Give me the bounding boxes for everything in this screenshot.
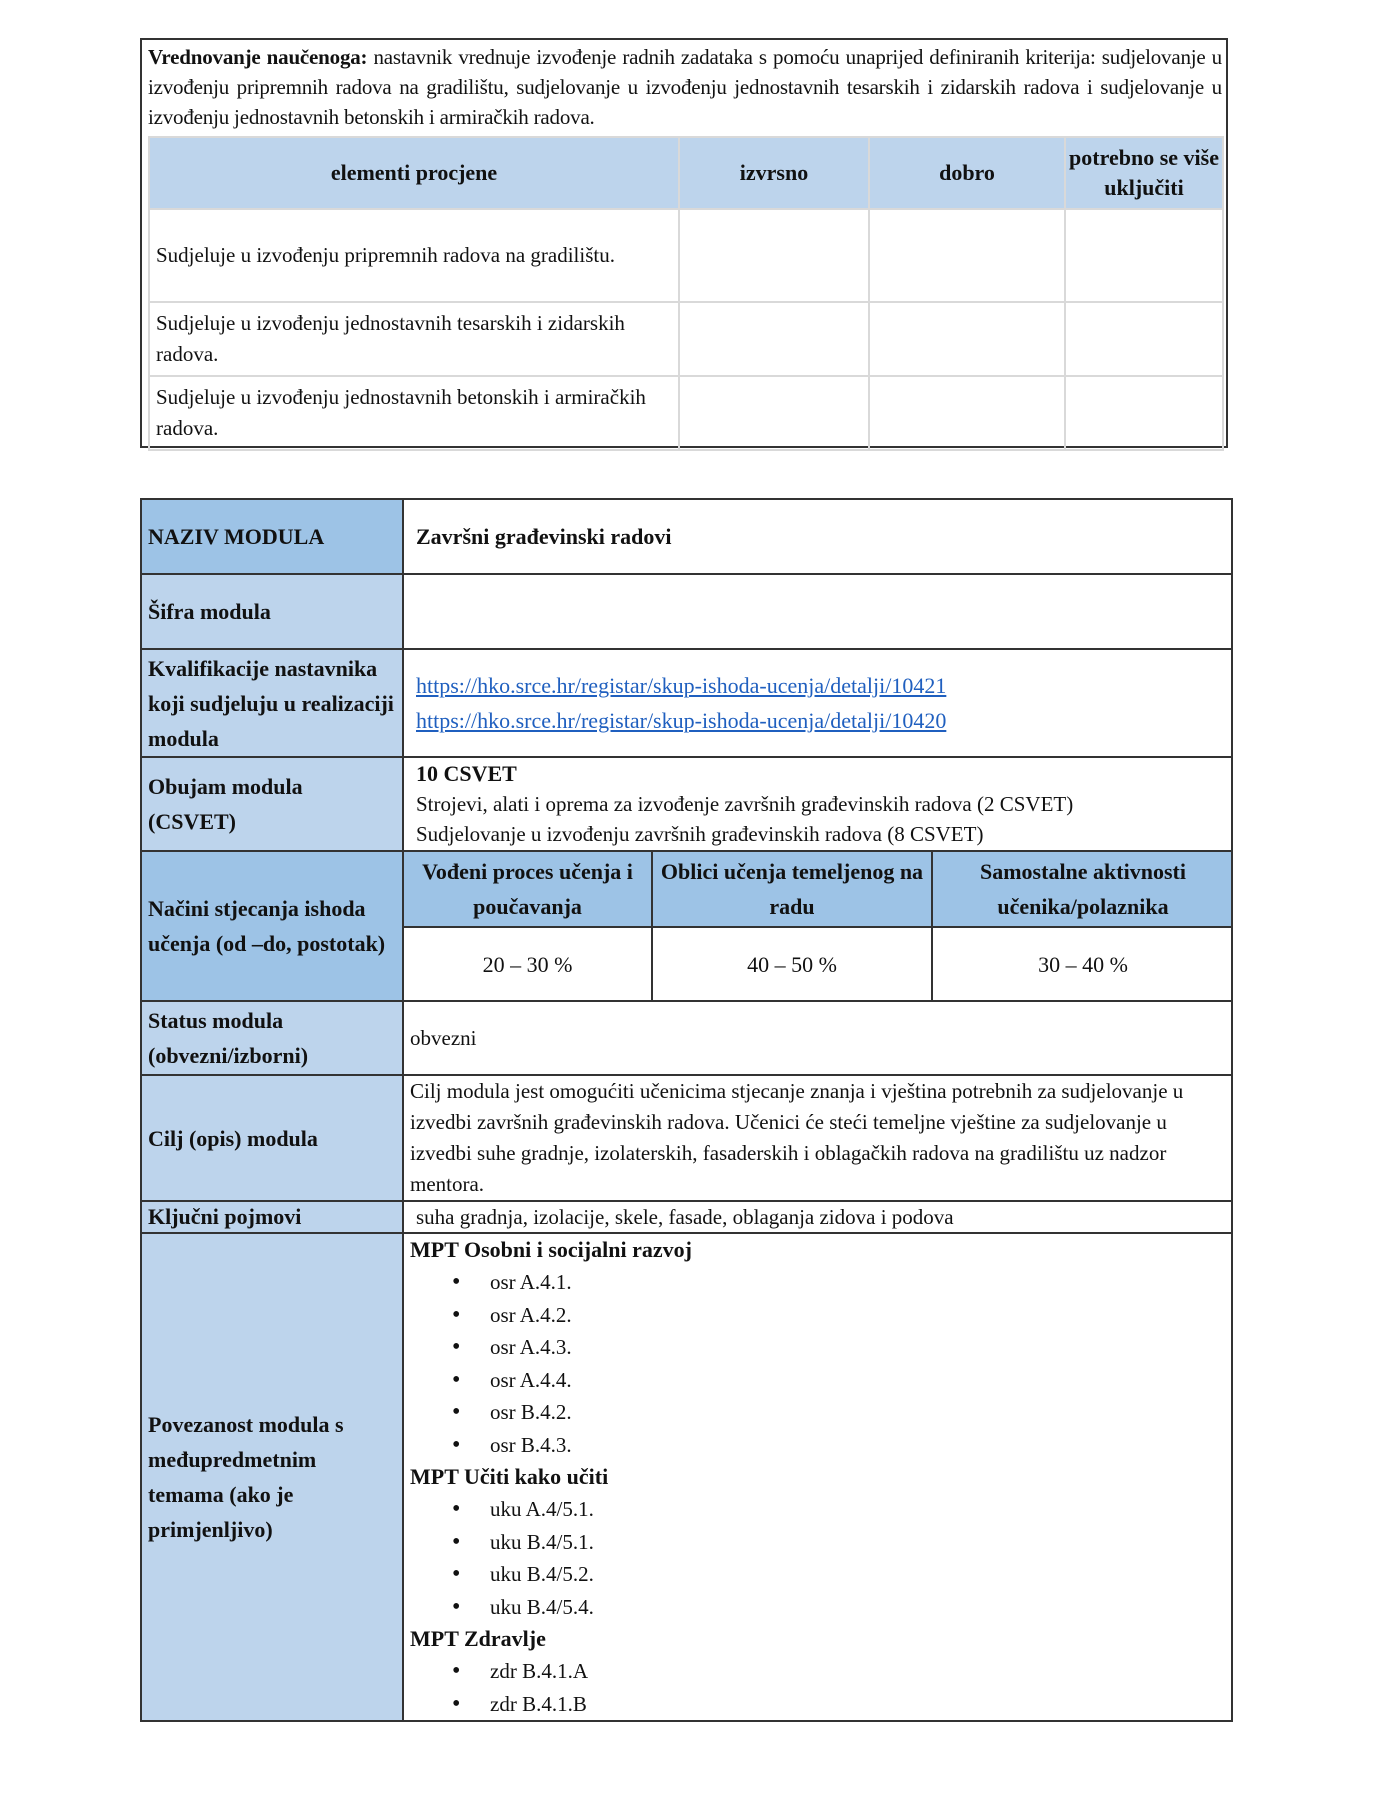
row-nacini: [141, 851, 1232, 1001]
row-kvalifikacije: [141, 649, 1232, 757]
izvrsno-cell[interactable]: [679, 302, 869, 376]
izvrsno-cell[interactable]: [679, 376, 869, 450]
potrebno-cell[interactable]: [1065, 302, 1223, 376]
list-item: • osr A.4.2.: [410, 1299, 1225, 1332]
obujam-value: [403, 757, 1232, 851]
naziv-label: NAZIV MODULA: [141, 499, 403, 574]
obujam-line: Strojevi, alati i oprema za izvođenje završnih građevinskih radova (2 CSVET): [416, 792, 1074, 816]
list-item: • osr A.4.1.: [410, 1266, 1225, 1299]
list-item: • uku B.4/5.1.: [410, 1526, 1225, 1559]
nacini-label: Načini stjecanja ishoda učenja (od –do, postotak): [141, 851, 403, 1001]
nacini-value: [403, 851, 1232, 1001]
list-item: • zdr B.4.1.B: [410, 1688, 1225, 1721]
povezanost-label: Povezanost modula s međupredmetnim temama (ako je primjenljivo): [141, 1233, 403, 1721]
row-naziv: [141, 499, 1232, 574]
sifra-label: Šifra modula: [141, 574, 403, 649]
table-row: [149, 376, 1223, 450]
topic-list: [410, 1493, 1225, 1623]
header-samostalne-aktivnosti: Samostalne aktivnosti učenika/polaznika: [932, 852, 1233, 927]
obujam-line: Sudjelovanje u izvođenju završnih građevinskih radova (8 CSVET): [416, 822, 984, 846]
qualification-link-10420[interactable]: https://hko.srce.hr/registar/skup-ishoda-ucenja/detalji/10420: [416, 708, 947, 733]
cilj-label: Cilj (opis) modula: [141, 1075, 403, 1201]
izvrsno-cell[interactable]: [679, 209, 869, 302]
topic-title: MPT Osobni i socijalni razvoj: [410, 1237, 692, 1262]
row-pojmovi: [141, 1201, 1232, 1233]
qualification-link-10421[interactable]: https://hko.srce.hr/registar/skup-ishoda-ucenja/detalji/10421: [416, 673, 947, 698]
row-sifra: [141, 574, 1232, 649]
row-povezanost: [141, 1233, 1232, 1721]
header-elementi-procjene: elementi procjene: [149, 137, 679, 209]
assessment-intro: [148, 42, 1222, 132]
assessment-intro-text: nastavnik vrednuje izvođenje radnih zadataka s pomoću unaprijed definiranih kriterija: sudjelovanje u izvođenju pripremnih radova na gradilištu, sudjelovanje u izvođenju jednostavnih tesarskih i zidarskih radova i sudjelovanje u izvođenju jednostavnih betonskih i armiračkih radova.: [148, 45, 1222, 129]
potrebno-cell[interactable]: [1065, 209, 1223, 302]
obujam-total: 10 CSVET: [416, 761, 517, 786]
dobro-cell[interactable]: [869, 302, 1065, 376]
header-potrebno: potrebno se više uključiti: [1065, 137, 1223, 209]
pojmovi-value: suha gradnja, izolacije, skele, fasade, oblaganja zidova i podova: [403, 1201, 1232, 1233]
naziv-value: Završni građevinski radovi: [403, 499, 1232, 574]
value-vodeni-proces: 20 – 30 %: [404, 927, 652, 1000]
header-vodeni-proces: Vođeni proces učenja i poučavanja: [404, 852, 652, 927]
sifra-value: [403, 574, 1232, 649]
list-item: • uku B.4/5.2.: [410, 1558, 1225, 1591]
header-dobro: dobro: [869, 137, 1065, 209]
obujam-label: Obujam modula (CSVET): [141, 757, 403, 851]
module-table: [140, 498, 1233, 1722]
assessment-table: [148, 136, 1224, 451]
list-item: • osr A.4.4.: [410, 1364, 1225, 1397]
table-row: [149, 302, 1223, 376]
status-value: obvezni: [403, 1001, 1232, 1075]
topic-title: MPT Zdravlje: [410, 1626, 546, 1651]
header-oblici-ucenja: Oblici učenja temeljenog na radu: [652, 852, 932, 927]
list-item: • osr B.4.3.: [410, 1429, 1225, 1462]
status-label: Status modula (obvezni/izborni): [141, 1001, 403, 1075]
topic-list: [410, 1655, 1225, 1720]
element-cell: Sudjeluje u izvođenju jednostavnih betonskih i armiračkih radova.: [149, 376, 679, 450]
povezanost-value: [403, 1233, 1232, 1721]
list-item: • uku A.4/5.1.: [410, 1493, 1225, 1526]
table-row: [149, 209, 1223, 302]
topic-title: MPT Učiti kako učiti: [410, 1464, 609, 1489]
value-oblici-ucenja: 40 – 50 %: [652, 927, 932, 1000]
topic-list: [410, 1266, 1225, 1461]
dobro-cell[interactable]: [869, 209, 1065, 302]
list-item: • osr A.4.3.: [410, 1331, 1225, 1364]
list-item: • zdr B.4.1.A: [410, 1655, 1225, 1688]
header-izvrsno: izvrsno: [679, 137, 869, 209]
row-status: [141, 1001, 1232, 1075]
assessment-header-row: [149, 137, 1223, 209]
kvalifikacije-label: Kvalifikacije nastavnika koji sudjeluju u realizaciji modula: [141, 649, 403, 757]
assessment-intro-title: Vrednovanje naučenoga:: [148, 45, 368, 69]
nacini-header-row: [404, 852, 1233, 927]
list-item: • uku B.4/5.4.: [410, 1591, 1225, 1624]
row-cilj: [141, 1075, 1232, 1201]
element-cell: Sudjeluje u izvođenju jednostavnih tesarskih i zidarskih radova.: [149, 302, 679, 376]
dobro-cell[interactable]: [869, 376, 1065, 450]
kvalifikacije-value: [403, 649, 1232, 757]
nacini-values-row: [404, 927, 1233, 1000]
cilj-value: Cilj modula jest omogućiti učenicima stjecanje znanja i vještina potrebnih za sudjelovanje u izvedbi završnih građevinskih radova. Učenici će steći temeljne vještine za sudjelovanje u izvedbi suhe gradnje, izolaterskih, fasaderskih i oblagačkih radova na gradilištu uz nadzor mentora.: [403, 1075, 1232, 1201]
assessment-section: [140, 38, 1228, 448]
potrebno-cell[interactable]: [1065, 376, 1223, 450]
nacini-table: [404, 852, 1233, 1000]
pojmovi-label: Ključni pojmovi: [141, 1201, 403, 1233]
row-obujam: [141, 757, 1232, 851]
value-samostalne-aktivnosti: 30 – 40 %: [932, 927, 1233, 1000]
element-cell: Sudjeluje u izvođenju pripremnih radova na gradilištu.: [149, 209, 679, 302]
list-item: • osr B.4.2.: [410, 1396, 1225, 1429]
